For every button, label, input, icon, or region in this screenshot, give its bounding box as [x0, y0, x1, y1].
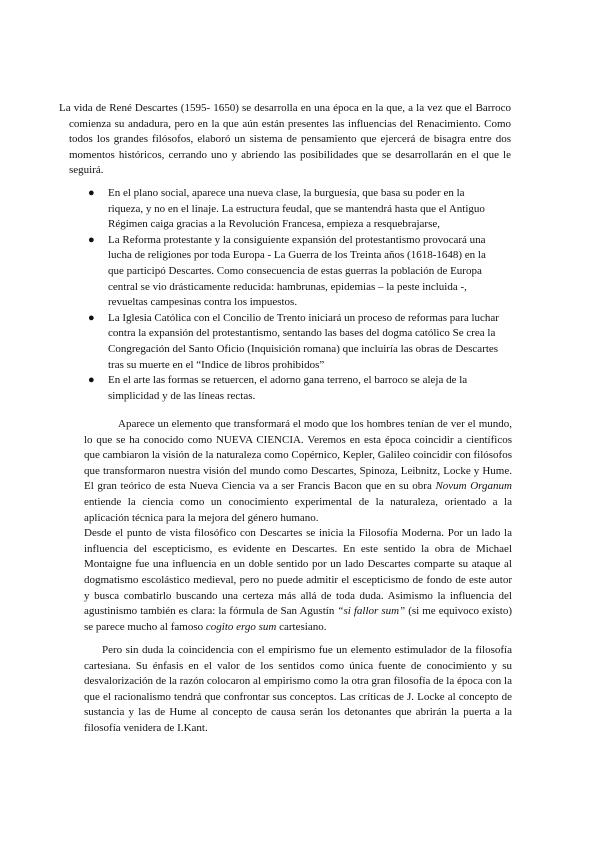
bullet-icon: ● [88, 311, 95, 324]
nueva-ciencia-text-end: entiende la ciencia como un conocimiento experimental de la naturaleza, orientado a la aplicación técnica para la mejora del género humano. [84, 495, 512, 524]
filosofia-moderna-paragraph [84, 526, 512, 635]
filosofia-moderna-text-end: cartesiano. [276, 620, 327, 633]
bullet-item-reforma [88, 233, 500, 311]
filosofia-moderna-text-middle: (si me equivoco existo) se parece mucho al famoso [84, 605, 512, 633]
bullet-text: La Iglesia Católica con el Concilio de Trento iniciará un proceso de reformas para luchar contra la expansión del protestantismo, sentando las bases del dogma católico Se crea la Congregación del Santo Oficio (Inquisición romana) que incluiría las obras de Descartes tras su muerte en el “Indice de libros prohibidos” [108, 311, 499, 371]
intro-text: La vida de René Descartes (1595- 1650) se desarrolla en una época en la que, a la vez que el Barroco comienza su andadura, pero en la que aún están presentes las influencias del Renacimiento. Como todos los grandes filósofos, elaboró un sistema de pensamiento que ejercerá de bisagra entre dos momentos históricos, cerrando uno y abriendo las posibilidades que se desarrollarán en el que le seguirá. [59, 102, 511, 177]
bullet-icon: ● [88, 374, 95, 387]
empirismo-section [84, 643, 512, 737]
filosofia-moderna-text: Desde el punto de vista filosófico con Descartes se inicia la Filosofía Moderna. Por un lado la influencia del escepticismo, es evidente en Descartes. En este sentido la obra de Michael Montaigne fue una influencia en un doble sentido por un lado Descartes comparte su ataque al dogmatismo escolástico medieval, pero no puede admitir el escepticismo de fondo de este autor y busca combatirlo buscando una certeza más allá de toda duda. Asimismo la influencia del agustinismo también es clara: la fórmula de San Agustín [84, 527, 512, 618]
si-fallor-sum-quote: “si fallor sum” [337, 605, 406, 618]
bullet-text: La Reforma protestante y la consiguiente expansión del protestantismo provocará una lucha de religiones por toda Europa - La Guerra de los Treinta años (1618-1648) en la que participó Descartes. Como consecuencia de estas guerras la población de Europa central se vio drásticamente reducida: hambrunas, epidemias – la peste incluida -, revueltas campesinas contra los impuestos. [108, 233, 486, 309]
bullet-icon: ● [88, 187, 95, 199]
bullet-item-social [88, 186, 500, 233]
cogito-ergo-sum-quote: cogito ergo sum [205, 620, 277, 633]
bullet-icon: ● [88, 233, 95, 246]
empirismo-paragraph: Pero sin duda la coincidencia con el empirismo fue un elemento estimulador de la filosofía cartesiana. Su énfasis en el valor de los sentidos como única fuente de conocimiento y su desvalorización de la razón colocaron al empirismo como la otra gran filosofía de la época con la que el racionalismo tendrá que confrontar sus conceptos. Las críticas de J. Locke al concepto de sustancia y las de Hume al concepto de causa serán los detonantes que abrirán la puerta a la filosofía venidera de I.Kant. [84, 644, 512, 734]
nueva-ciencia-paragraph [84, 417, 512, 526]
bullet-item-iglesia [88, 311, 500, 373]
context-bullet-list [88, 186, 500, 404]
nueva-ciencia-section [84, 417, 512, 635]
bullet-text: En el arte las formas se retuercen, el adorno gana terreno, el barroco se aleja de la simplicidad y de las líneas rectas. [108, 374, 468, 402]
intro-paragraph [59, 101, 511, 179]
bullet-item-arte [88, 373, 500, 404]
bullet-text: En el plano social, aparece una nueva clase, la burguesía, que basa su poder en la riqueza, y no en el linaje. La estructura feudal, que se mantendrá hasta que el Antiguo Régimen caiga gracias a la Revolución Francesa, empieza a resquebrajarse, [108, 187, 485, 231]
novum-organum-title: Novum Organum [435, 480, 512, 493]
nueva-ciencia-text: Aparece un elemento que transformará el modo que los hombres tenían de ver el mundo, lo que se ha conocido como NUEVA CIENCIA. Veremos en esta época coincidir a científicos que cambiaron la visión de la naturaleza como Copérnico, Kepler, Galileo coincidir con filósofos que transformaron nuestra visión del mundo como Descartes, Spinoza, Leibnitz, Locke y Hume. El gran teórico de esta Nueva Ciencia va a ser Francis Bacon que en su obra [84, 418, 512, 493]
